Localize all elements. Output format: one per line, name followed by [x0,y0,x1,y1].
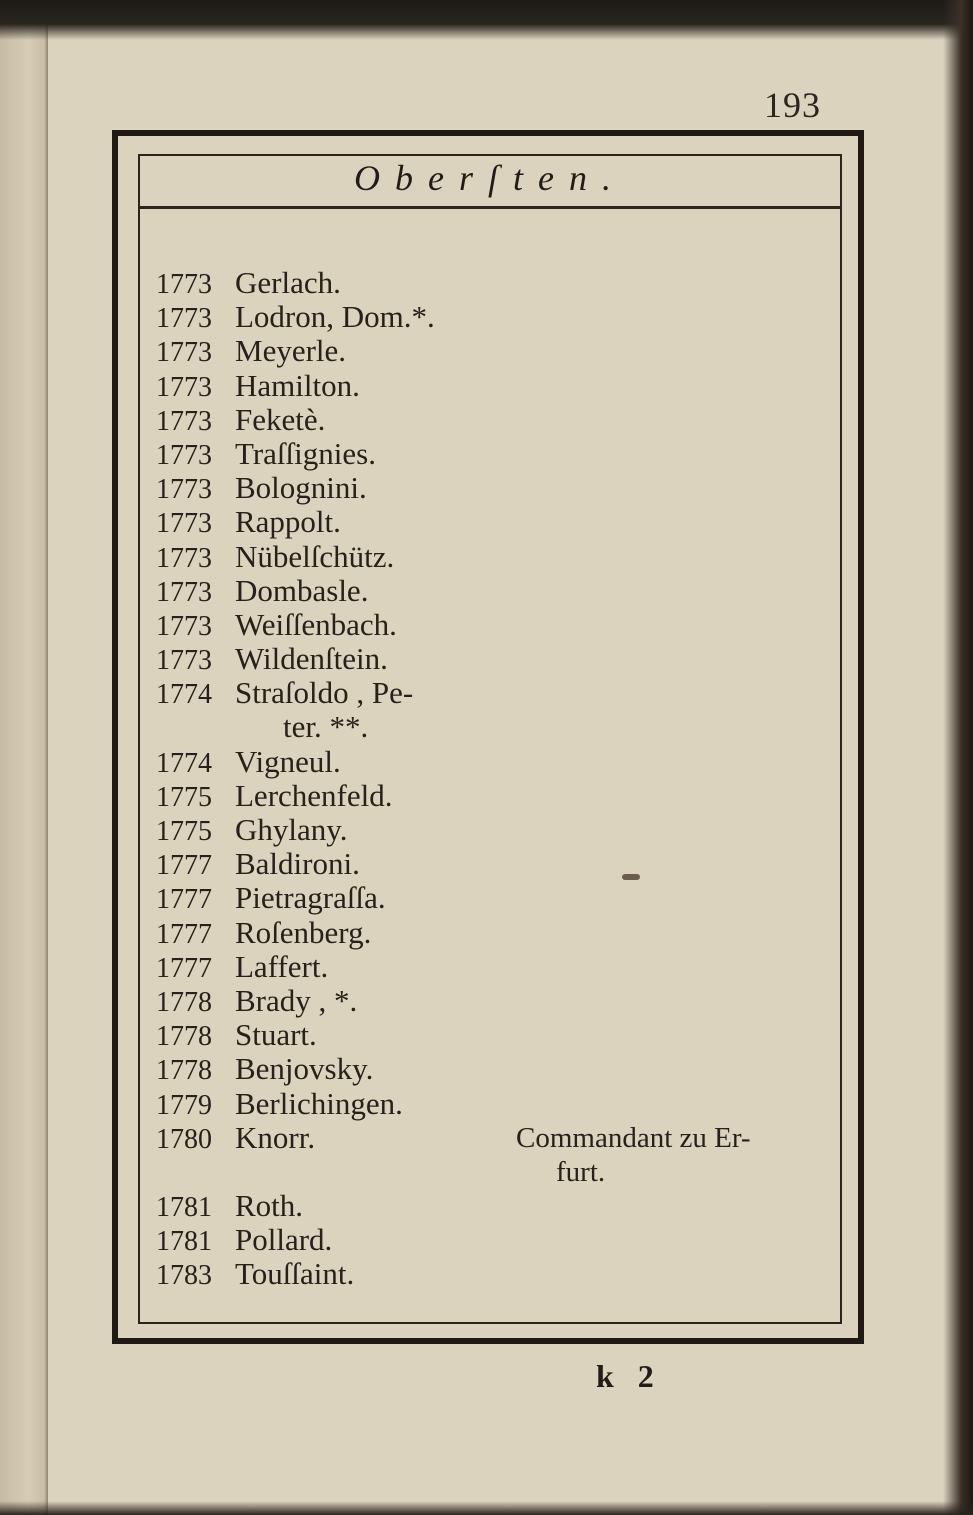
list-item [156,642,816,676]
list-item [156,984,816,1018]
entry-year: 1775 [156,816,212,847]
entry-name: Nübelſchütz. [235,538,395,574]
entry-remark-line-2: furt. [556,1155,606,1188]
list-item-continuation [156,710,816,744]
entry-name: Rappolt. [235,504,341,540]
scan-top-edge [0,0,973,40]
entry-remark-line-1: Commandant zu Er- [516,1121,751,1154]
list-item [156,881,816,915]
scan-bottom-edge [0,1501,973,1515]
entry-name: Pollard. [235,1222,333,1258]
entry-name: Pietragraſſa. [235,880,386,916]
list-item [156,847,816,881]
entry-year: 1778 [156,1055,212,1087]
entry-name: Roſenberg. [235,914,372,950]
entry-name: Hamilton. [235,367,360,403]
entry-name: Traſſignies. [235,435,376,471]
entry-year: 1773 [156,337,212,369]
officer-list [156,266,816,1292]
entry-name: Straſoldo , Pe- [235,675,414,711]
page-frame-outer [112,130,864,1344]
entry-name: Lerchenfeld. [235,777,393,813]
list-item [156,1257,816,1291]
entry-year: 1773 [156,542,212,574]
list-item [156,1223,816,1257]
list-item [156,813,816,847]
entry-name: Knorr. [235,1119,316,1155]
entry-year: 1773 [156,474,212,506]
entry-name: Wildenſtein. [235,641,388,677]
entry-year: 1773 [156,269,212,300]
list-item [156,745,816,779]
list-item [156,403,816,437]
entry-name: Meyerle. [235,333,347,369]
list-spacer [156,1155,816,1189]
entry-name: Berlichingen. [235,1085,403,1121]
entry-name: Benjovsky. [235,1051,374,1087]
scan-right-edge [943,0,973,1515]
entry-year: 1777 [156,850,212,882]
entry-year: 1773 [156,610,212,642]
signature-mark: k 2 [596,1358,662,1394]
list-item [156,1018,816,1052]
list-item [156,1087,816,1121]
list-item [156,676,816,710]
entry-year: 1775 [156,781,212,813]
page-frame-inner [138,154,842,1324]
entry-name: Roth. [235,1188,304,1224]
list-item [156,574,816,608]
book-gutter [0,0,48,1515]
entry-year: 1778 [156,986,212,1018]
entry-year: 1780 [156,1123,212,1155]
entry-name: Baldironi. [235,846,360,882]
entry-name: Feketè. [235,401,326,437]
entry-year: 1773 [156,645,212,677]
entry-name: Ghylany. [235,812,348,847]
list-item [156,505,816,539]
list-item [156,950,816,984]
entry-year: 1781 [156,1192,212,1224]
list-item [156,540,816,574]
entry-year: 1773 [156,508,212,540]
entry-name: Bolognini. [235,470,367,506]
list-item [156,334,816,368]
entry-year: 1774 [156,747,212,779]
entry-year: 1783 [156,1260,212,1292]
list-item [156,779,816,813]
list-item [156,369,816,403]
entry-year: 1781 [156,1226,212,1258]
entry-year: 1777 [156,918,212,950]
page-number: 193 [764,85,821,125]
list-item [156,266,816,300]
entry-year: 1777 [156,952,212,984]
section-heading: Oberſten. [140,156,840,209]
entry-name: Lodron, Dom.*. [235,299,435,335]
entry-year: 1773 [156,576,212,608]
entry-name: Stuart. [235,1017,317,1053]
entry-year: 1773 [156,303,212,335]
entry-name: Vigneul. [235,743,341,779]
list-item [156,1189,816,1223]
list-item [156,300,816,334]
entry-name: Brady , *. [235,982,358,1018]
entry-year: 1778 [156,1021,212,1053]
list-item [156,1119,816,1188]
entry-year: 1779 [156,1089,212,1121]
entry-year: 1777 [156,884,212,916]
list-item [156,608,816,642]
list-item [156,437,816,471]
entry-year: 1773 [156,371,212,403]
entry-year: 1773 [156,405,212,437]
entry-name: Laffert. [235,948,329,984]
list-item [156,471,816,505]
entry-name: Weiſſenbach. [235,606,397,642]
ink-blot [622,874,640,880]
entry-name: Gerlach. [235,265,341,300]
entry-name: Dombasle. [235,572,369,608]
list-item [156,916,816,950]
entry-year: 1774 [156,679,212,711]
entry-name: ter. **. [283,709,369,745]
list-item [156,1052,816,1086]
entry-year: 1773 [156,439,212,471]
entry-name: Touſſaint. [235,1256,355,1292]
